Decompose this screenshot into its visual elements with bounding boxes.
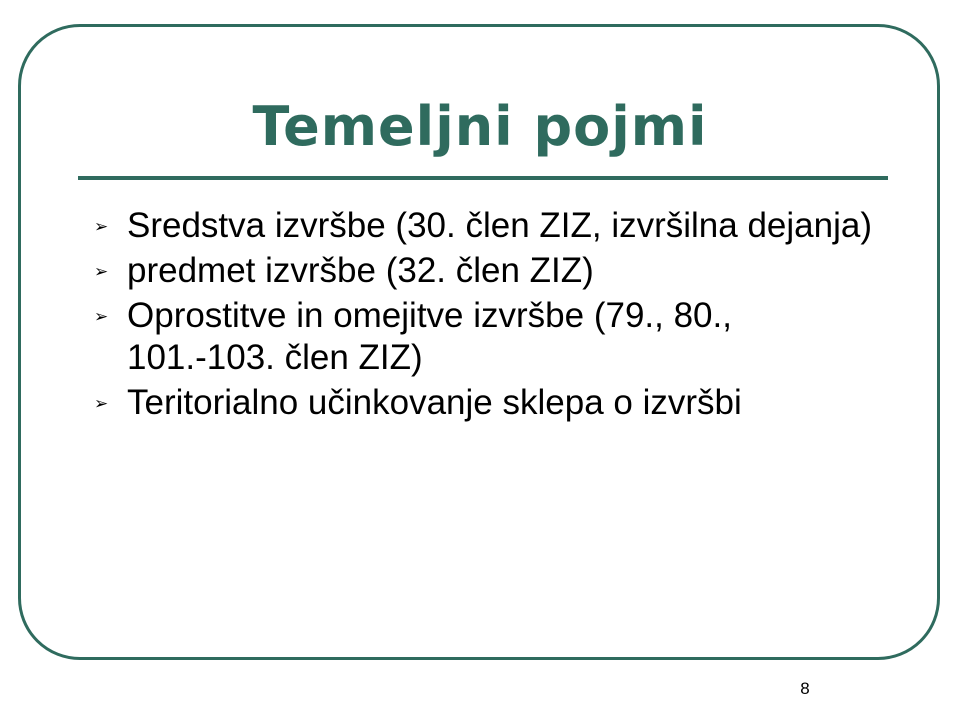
title-divider xyxy=(78,176,888,180)
bullet-text: Sredstva izvršbe (30. člen ZIZ, izvršilna dejanja) xyxy=(127,206,872,245)
bullet-item-teritorialno xyxy=(92,382,882,424)
slide-title: Temeljni pojmi xyxy=(252,95,708,158)
bullet-list xyxy=(92,205,882,427)
arrow-bullet-icon: ➢ xyxy=(94,307,109,326)
bullet-item-predmet xyxy=(92,250,882,292)
page-number: 8 xyxy=(800,679,810,698)
arrow-bullet-icon: ➢ xyxy=(94,262,109,281)
bullet-text: Teritorialno učinkovanje sklepa o izvršbi xyxy=(127,383,742,422)
bullet-text: predmet izvršbe (32. člen ZIZ) xyxy=(127,251,594,290)
bullet-text: Oprostitve in omejitve izvršbe (79., 80., 101.-103. člen ZIZ) xyxy=(127,296,732,377)
arrow-bullet-icon: ➢ xyxy=(94,394,109,413)
arrow-bullet-icon: ➢ xyxy=(94,217,109,236)
bullet-item-sredstva xyxy=(92,205,882,247)
bullet-item-oprostitve xyxy=(92,295,882,379)
